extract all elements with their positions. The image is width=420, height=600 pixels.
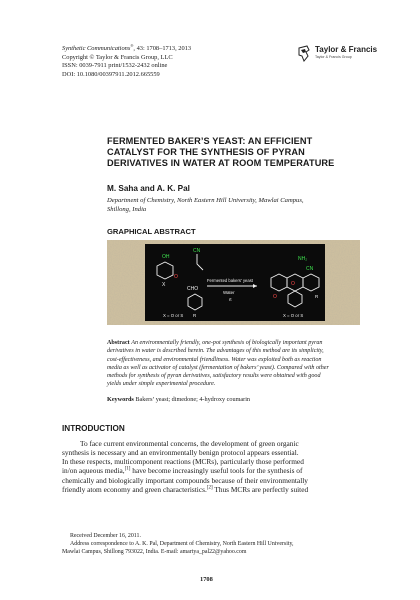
aldehyde-label: CHO — [187, 286, 199, 292]
title-line: FERMENTED BAKER’S YEAST: AN EFFICIENT — [107, 136, 313, 146]
right-condition: X = O or S — [283, 313, 304, 318]
product-nitrile-label: CN — [306, 266, 314, 272]
hydroxyl-label: OH — [162, 254, 170, 260]
introduction-body — [62, 439, 362, 494]
affiliation — [107, 197, 367, 214]
left-condition: X = O or S — [163, 313, 184, 318]
citation-ref[interactable]: [2] — [206, 485, 213, 491]
graphical-abstract-image — [107, 240, 360, 325]
body-line: chemically and biologically important compounds because of their environmentally — [62, 475, 308, 485]
amino-label: NH₂ — [298, 256, 308, 262]
publisher-logo-icon — [296, 44, 312, 62]
catalyst-label: Fermented bakers' yeast — [207, 278, 253, 283]
correspondence-line: Mawlai Campus, Shillong 793022, India. E-mail: amartya_pal22@yahoo.com — [62, 549, 247, 555]
abstract-label: Abstract — [107, 340, 130, 346]
abstract-line: methods for synthesis of pyran derivatives, satisfactory results were obtained with good — [107, 373, 321, 380]
abstract-line: Abstract An environmentally friendly, one-pot synthesis of biologically important pyran — [107, 340, 323, 346]
body-line: To face current environmental concerns, the development of green organic — [80, 439, 299, 448]
keywords-label: Keywords — [107, 396, 134, 403]
solvent-label: Water — [223, 290, 235, 295]
abstract-line: derivatives in water is described herein. The advantages of this method are its simplicity, — [107, 348, 324, 355]
copyright-line: Copyright © Taylor & Francis Group, LLC — [62, 53, 173, 61]
abstract — [107, 339, 369, 389]
doi-line: DOI: 10.1080/00397911.2012.665559 — [62, 70, 160, 78]
body-line: friendly atom economy and green characteristics.[2] Thus MCRs are perfectly suited — [62, 484, 309, 494]
nitrile-label: CN — [193, 248, 201, 254]
issn-line: ISSN: 0039-7911 print/1532-2432 online — [62, 62, 168, 70]
journal-citation: Synthetic Communications®, 43: 1708–1713, 2013 — [62, 43, 192, 53]
oxo-label: O — [174, 274, 178, 280]
publisher-logo — [296, 44, 396, 66]
body-line: synthesis is necessary and an environmentally benign protocol appears essential. — [62, 448, 299, 458]
article-title — [107, 136, 367, 169]
journal-header — [62, 42, 282, 80]
publisher-name: Taylor & Francis — [315, 45, 378, 54]
body-line: In these respects, multicomponent reactions (MCRs), particularly those performed — [62, 457, 304, 467]
page-number: 1708 — [200, 576, 213, 583]
body-line: in/on aqueous media,[1] have become increasingly useful tools for the synthesis of — [62, 466, 303, 476]
affiliation-line: Shillong, India — [107, 205, 147, 213]
keywords-text: Bakers’ yeast; dimedone; 4-hydroxy coumarin — [135, 396, 251, 403]
ring-oxygen-label: O — [291, 281, 295, 287]
abstract-line: media as well as activator of catalyst (fermentation of bakers’ yeast). Compared with other — [107, 364, 329, 371]
abstract-line: yields under simple experimental procedure. — [107, 381, 216, 388]
received-date: Received December 16, 2011. — [70, 533, 141, 539]
substituent-label: R — [193, 313, 197, 318]
citation-ref[interactable]: [1] — [124, 467, 131, 473]
temperature-label: rt — [229, 297, 232, 302]
abstract-line: cost-effectiveness, and environmental friendliness. Water was exploited both as reaction — [107, 356, 322, 363]
correspondence-line: Address correspondence to A. K. Pal, Department of Chemistry, North Eastern Hill University, — [70, 541, 294, 547]
keywords — [107, 396, 250, 403]
hetero-atom-label: X — [162, 282, 166, 288]
title-line: CATALYST FOR THE SYNTHESIS OF PYRAN — [107, 147, 305, 157]
footnote — [62, 532, 372, 556]
introduction-heading: INTRODUCTION — [62, 424, 125, 433]
product-oxo-label: O — [273, 294, 277, 300]
publisher-sub: Taylor & Francis Group — [315, 55, 352, 59]
product-substituent-label: R — [315, 294, 319, 299]
title-line: DERIVATIVES IN WATER AT ROOM TEMPERATURE — [107, 158, 335, 168]
graphical-abstract-heading: GRAPHICAL ABSTRACT — [107, 227, 196, 236]
affiliation-line: Department of Chemistry, North Eastern Hill University, Mawlai Campus, — [107, 197, 304, 204]
authors: M. Saha and A. K. Pal — [107, 184, 190, 193]
